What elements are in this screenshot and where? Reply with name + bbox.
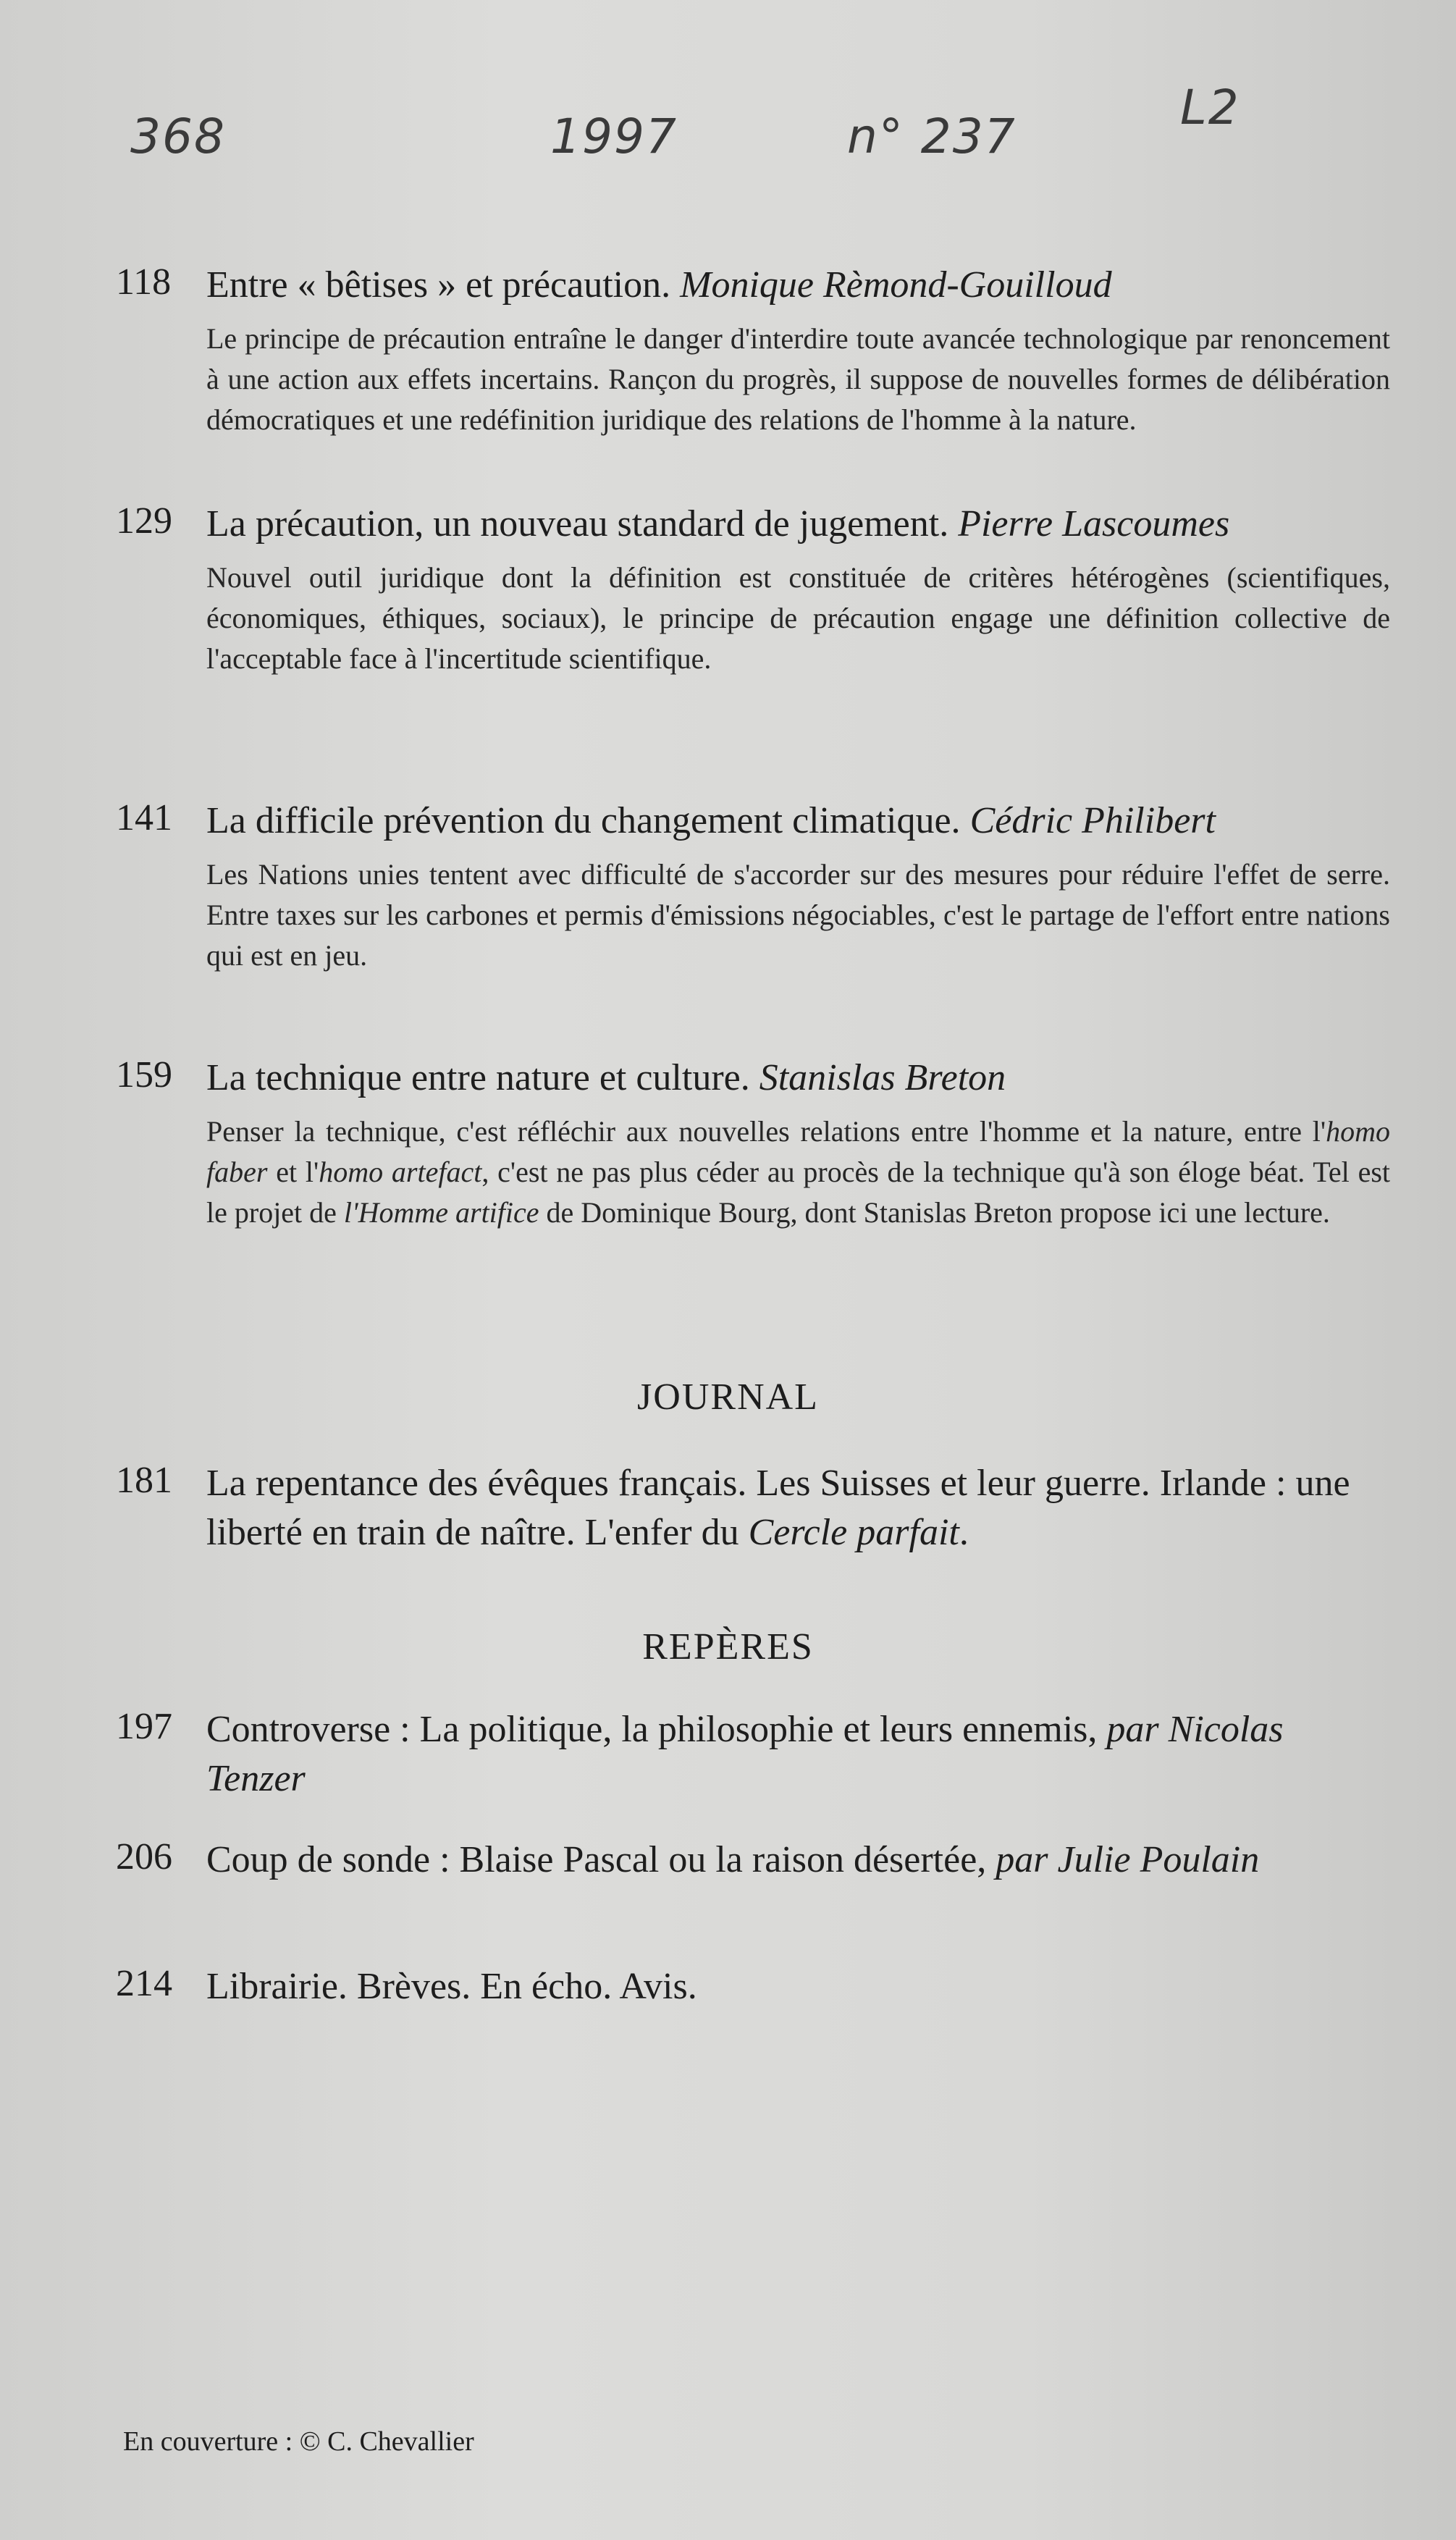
article-title: Librairie. Brèves. En écho. Avis. bbox=[206, 1966, 697, 2007]
toc-entry bbox=[116, 1054, 1390, 1233]
page-number: 214 bbox=[116, 1963, 172, 2004]
article-title: La précaution, un nouveau standard de jugement. Pierre Lascoumes bbox=[206, 503, 1230, 544]
journal-summary: La repentance des évêques français. Les Suisses et leur guerre. Irlande : une liberté en train de naître. L'enfer du Cercle parfait. bbox=[206, 1463, 1350, 1553]
article-author: Monique Rèmond-Gouilloud bbox=[680, 264, 1112, 306]
page-number: 118 bbox=[116, 261, 172, 303]
article-summary: Nouvel outil juridique dont la définition est constituée de critères hétérogènes (scientifiques, économiques, éthiques, sociaux), le principe de précaution engage une définition collective de l'acceptable face à l'incertitude scientifique. bbox=[206, 561, 1390, 675]
toc-entry bbox=[116, 1459, 1390, 1557]
article-title: Coup de sonde : Blaise Pascal ou la raison désertée, par Julie Poulain bbox=[206, 1839, 1260, 1880]
article-summary: Penser la technique, c'est réfléchir aux nouvelles relations entre l'homme et la nature, entre l'homo faber et l'homo artefact, c'est ne pas plus céder au procès de la technique qu'à son éloge béat. Tel est le projet de l'Homme artifice de Dominique Bourg, dont Stanislas Breton propose ici une lecture. bbox=[206, 1115, 1391, 1229]
page-number: 197 bbox=[116, 1706, 172, 1747]
handwritten-issue: n° 237 bbox=[847, 109, 1017, 164]
toc-entry bbox=[116, 796, 1390, 976]
handwritten-mark: L2 bbox=[1180, 80, 1240, 135]
page-number: 206 bbox=[116, 1836, 172, 1877]
handwritten-page-number: 368 bbox=[130, 109, 226, 164]
article-author: Cédric Philibert bbox=[969, 800, 1216, 841]
toc-entry bbox=[116, 1962, 1390, 2011]
article-author: Stanislas Breton bbox=[759, 1057, 1006, 1098]
article-title: Entre « bêtises » et précaution. Monique Rèmond-Gouilloud bbox=[206, 264, 1112, 306]
handwritten-year: 1997 bbox=[550, 109, 678, 164]
article-title: La technique entre nature et culture. Stanislas Breton bbox=[206, 1057, 1006, 1098]
article-author: Pierre Lascoumes bbox=[958, 503, 1230, 544]
article-summary: Les Nations unies tentent avec difficulté de s'accorder sur des mesures pour réduire l'effet de serre. Entre taxes sur les carbones et permis d'émissions négociables, c'est le partage de l'effort entre nations qui est en jeu. bbox=[206, 858, 1390, 972]
section-heading-reperes: REPÈRES bbox=[642, 1626, 814, 1668]
cover-credit: En couverture : © C. Chevallier bbox=[123, 2426, 474, 2457]
page-number: 141 bbox=[116, 797, 172, 838]
toc-entry bbox=[116, 500, 1390, 679]
page-number: 129 bbox=[116, 500, 172, 542]
article-title: La difficile prévention du changement climatique. Cédric Philibert bbox=[206, 800, 1216, 841]
toc-entry bbox=[116, 261, 1390, 440]
page-number: 181 bbox=[116, 1460, 172, 1501]
section-heading-journal: JOURNAL bbox=[637, 1376, 819, 1418]
article-summary: Le principe de précaution entraîne le danger d'interdire toute avancée technologique par renoncement à une action aux effets incertains. Rançon du progrès, il suppose de nouvelles formes de délibération démocratiques et une redéfinition juridique des relations de l'homme à la nature. bbox=[206, 322, 1390, 436]
toc-entry bbox=[116, 1835, 1390, 1885]
article-title: Controverse : La politique, la philosophie et leurs ennemis, par Nicolas Tenzer bbox=[206, 1709, 1284, 1799]
page-number: 159 bbox=[116, 1054, 172, 1096]
toc-entry bbox=[116, 1705, 1390, 1804]
